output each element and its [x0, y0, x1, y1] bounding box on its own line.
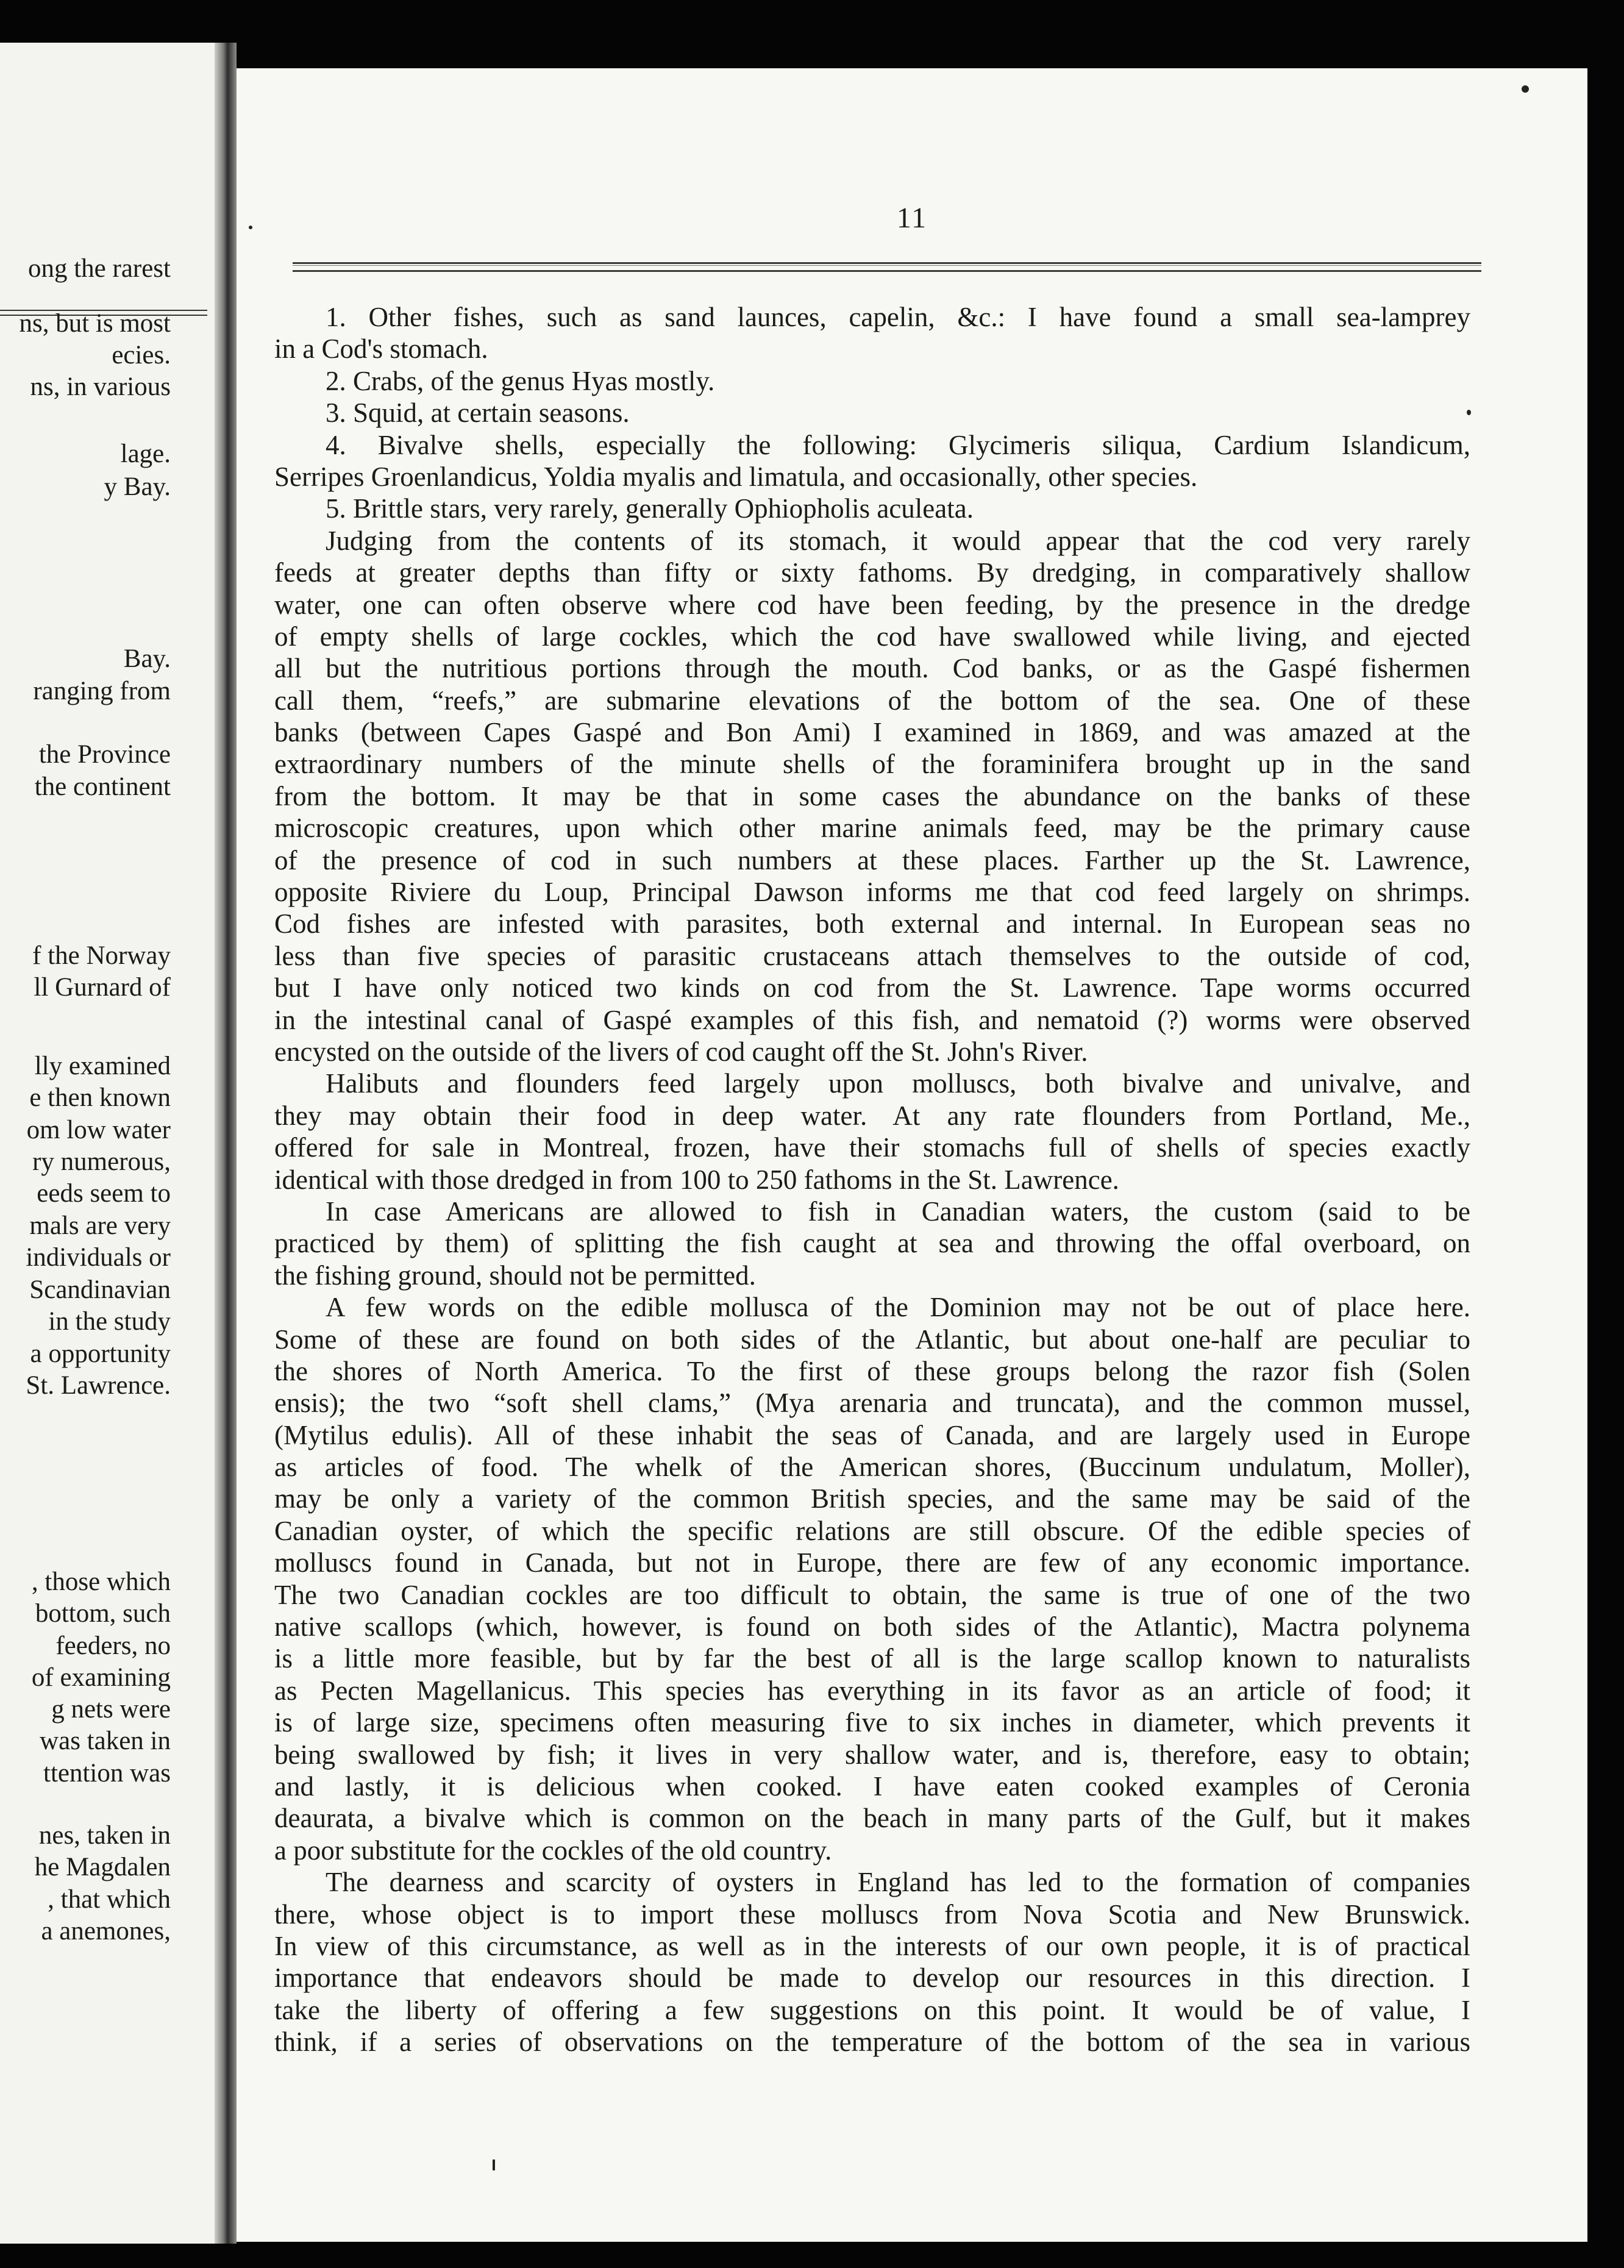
text-line: in a Cod's stomach.	[274, 333, 488, 365]
previous-page-line: a anemones,	[41, 1917, 171, 1945]
text-line: 4. Bivalve shells, especially the following: Glycimeris siliqua, Cardium Islandicum,	[326, 429, 1470, 460]
previous-page-line: , that which	[48, 1885, 171, 1914]
text-line: banks (between Capes Gaspé and Bon Ami) I examined in 1869, and was amazed at the	[274, 717, 1470, 748]
previous-page-line: , those which	[31, 1567, 171, 1596]
previous-page-line: ranging from	[33, 677, 171, 705]
header-rule	[293, 262, 1481, 272]
text-line: The dearness and scarcity of oysters in England has led to the formation of companies	[326, 1867, 1470, 1898]
text-line: there, whose object is to import these molluscs from Nova Scotia and New Brunswick.	[274, 1899, 1470, 1930]
previous-page-line: in the study	[48, 1307, 171, 1336]
previous-page-line: the continent	[34, 772, 171, 801]
previous-page-line: g nets were	[51, 1695, 171, 1724]
text-line: the shores of North America. To the first of these groups belong the razor fish (Solen	[274, 1355, 1470, 1386]
previous-page-line: Scandinavian	[29, 1275, 171, 1304]
text-line: think, if a series of observations on the temperature of the bottom of the sea in various	[274, 2027, 1470, 2058]
previous-page-line: om low water	[26, 1116, 171, 1144]
speck	[493, 2159, 495, 2170]
text-line: as Pecten Magellanicus. This species has everything in its favor as an article of food; it	[274, 1675, 1470, 1706]
previous-page-line: was taken in	[40, 1727, 171, 1755]
previous-page-line: ecies.	[112, 341, 171, 369]
text-line: In view of this circumstance, as well as in the interests of our own people, it is of practical	[274, 1930, 1470, 1961]
page	[237, 68, 1587, 2242]
text-line: all but the nutritious portions through the mouth. Cod banks, or as the Gaspé fishermen	[274, 653, 1470, 684]
previous-page-line: ttention was	[43, 1759, 171, 1788]
previous-page-line: a opportunity	[30, 1339, 171, 1368]
text-line: Serripes Groenlandicus, Yoldia myalis and limatula, and occasionally, other species.	[274, 461, 1198, 492]
text-line: Halibuts and flounders feed largely upon molluscs, both bivalve and univalve, and	[326, 1068, 1470, 1099]
previous-page-line: he Magdalen	[34, 1853, 171, 1881]
text-line: being swallowed by fish; it lives in very shallow water, and is, therefore, easy to obtain;	[274, 1739, 1470, 1770]
text-line: microscopic creatures, upon which other marine animals feed, may be the primary cause	[274, 813, 1470, 844]
previous-page-line: mals are very	[29, 1211, 171, 1240]
speck	[1522, 85, 1529, 93]
text-line: in the intestinal canal of Gaspé examples of this fish, and nematoid (?) worms were observed	[274, 1004, 1470, 1035]
previous-page-line: individuals or	[26, 1243, 171, 1272]
previous-page-edge	[0, 43, 215, 2244]
previous-page-line: e then known	[29, 1083, 171, 1112]
text-line: but I have only noticed two kinds on cod from the St. Lawrence. Tape worms occurred	[274, 972, 1470, 1004]
text-line: Cod fishes are infested with parasites, both external and internal. In European seas no	[274, 908, 1470, 940]
text-line: they may obtain their food in deep water. At any rate flounders from Portland, Me.,	[274, 1100, 1470, 1131]
text-line: molluscs found in Canada, but not in Europe, there are few of any economic importance.	[274, 1547, 1470, 1578]
previous-page-line: the Province	[38, 740, 171, 769]
text-line: 2. Crabs, of the genus Hyas mostly.	[326, 365, 715, 396]
text-line: native scallops (which, however, is found on both sides of the Atlantic), Mactra polynema	[274, 1611, 1470, 1642]
text-line: from the bottom. It may be that in some cases the abundance on the banks of these	[274, 780, 1470, 811]
text-line: water, one can often observe where cod have been feeding, by the presence in the dredge	[274, 589, 1470, 620]
text-line: A few words on the edible mollusca of the Dominion may not be out of place here.	[326, 1292, 1470, 1323]
text-line: encysted on the outside of the livers of cod caught off the St. John's River.	[274, 1036, 1088, 1067]
speck	[1467, 410, 1471, 415]
body-text	[274, 301, 1470, 2058]
text-line: may be only a variety of the common British species, and the same may be said of the	[274, 1483, 1470, 1514]
text-line: practiced by them) of splitting the fish caught at sea and throwing the offal overboard, on	[274, 1228, 1470, 1259]
speck	[249, 226, 252, 229]
text-line: (Mytilus edulis). All of these inhabit the seas of Canada, and are largely used in Europe	[274, 1419, 1470, 1450]
text-line: less than five species of parasitic crustaceans attach themselves to the outside of cod,	[274, 940, 1470, 971]
text-line: deaurata, a bivalve which is common on the beach in many parts of the Gulf, but it makes	[274, 1803, 1470, 1834]
previous-page-line: ns, in various	[30, 373, 171, 401]
text-line: call them, “reefs,” are submarine elevations of the bottom of the sea. One of these	[274, 685, 1470, 716]
text-line: Some of these are found on both sides of the Atlantic, but about one-half are peculiar to	[274, 1324, 1470, 1355]
previous-page-line: feeders, no	[55, 1631, 171, 1660]
text-line: of the presence of cod in such numbers at these places. Farther up the St. Lawrence,	[274, 844, 1470, 875]
text-line: offered for sale in Montreal, frozen, have their stomachs full of shells of species exactly	[274, 1132, 1470, 1163]
text-line: as articles of food. The whelk of the American shores, (Buccinum undulatum, Moller),	[274, 1452, 1470, 1483]
previous-page-line: lage.	[120, 440, 171, 468]
text-line: is of large size, specimens often measuring five to six inches in diameter, which prevents it	[274, 1707, 1470, 1738]
text-line: is a little more feasible, but by far the best of all is the large scallop known to naturalists	[274, 1643, 1470, 1674]
text-line: 3. Squid, at certain seasons.	[326, 398, 630, 429]
previous-page-line: bottom, such	[35, 1599, 171, 1628]
text-line: 1. Other fishes, such as sand launces, capelin, &c.: I have found a small sea-lamprey	[326, 302, 1470, 332]
previous-page-line: St. Lawrence.	[26, 1371, 171, 1400]
text-line: feeds at greater depths than fifty or sixty fathoms. By dredging, in comparatively shallow	[274, 557, 1470, 588]
previous-page-line: ns, but is most	[19, 309, 171, 338]
text-line: identical with those dredged in from 100 to 250 fathoms in the St. Lawrence.	[274, 1164, 1119, 1195]
previous-page-line: lly examined	[34, 1052, 171, 1080]
text-line: a poor substitute for the cockles of the old country.	[274, 1835, 832, 1866]
previous-page-line: eeds seem to	[37, 1179, 171, 1208]
text-line: the fishing ground, should not be permitted.	[274, 1260, 756, 1291]
page-number: 11	[896, 202, 928, 234]
previous-page-line: ll Gurnard of	[34, 973, 171, 1002]
previous-page-line: Bay.	[123, 644, 171, 673]
previous-page-line: ong the rarest	[27, 254, 171, 283]
previous-page-line: f the Norway	[32, 941, 171, 970]
text-line: importance that endeavors should be made to develop our resources in this direction. I	[274, 1963, 1470, 1994]
text-line: In case Americans are allowed to fish in Canadian waters, the custom (said to be	[326, 1196, 1470, 1227]
book-gutter	[215, 43, 237, 2244]
text-line: Canadian oyster, of which the specific relations are still obscure. Of the edible species of	[274, 1515, 1470, 1546]
text-line: extraordinary numbers of the minute shells of the foraminifera brought up in the sand	[274, 749, 1470, 780]
text-line: take the liberty of offering a few suggestions on this point. It would be of value, I	[274, 1994, 1470, 2025]
previous-page-line: ry numerous,	[32, 1147, 171, 1176]
previous-page-line: nes, taken in	[38, 1821, 171, 1850]
text-line: opposite Riviere du Loup, Principal Dawson informs me that cod feed largely on shrimps.	[274, 877, 1470, 908]
text-line: and lastly, it is delicious when cooked. I have eaten cooked examples of Ceronia	[274, 1771, 1470, 1802]
previous-page-line: y Bay.	[104, 472, 171, 501]
text-line: ensis); the two “soft shell clams,” (Mya arenaria and truncata), and the common mussel,	[274, 1388, 1470, 1419]
previous-page-line: of examining	[31, 1663, 171, 1692]
text-line: The two Canadian cockles are too difficult to obtain, the same is true of one of the two	[274, 1579, 1470, 1610]
text-line: of empty shells of large cockles, which the cod have swallowed while living, and ejected	[274, 621, 1470, 652]
text-line: Judging from the contents of its stomach, it would appear that the cod very rarely	[326, 525, 1470, 556]
text-line: 5. Brittle stars, very rarely, generally Ophiopholis aculeata.	[326, 493, 974, 524]
